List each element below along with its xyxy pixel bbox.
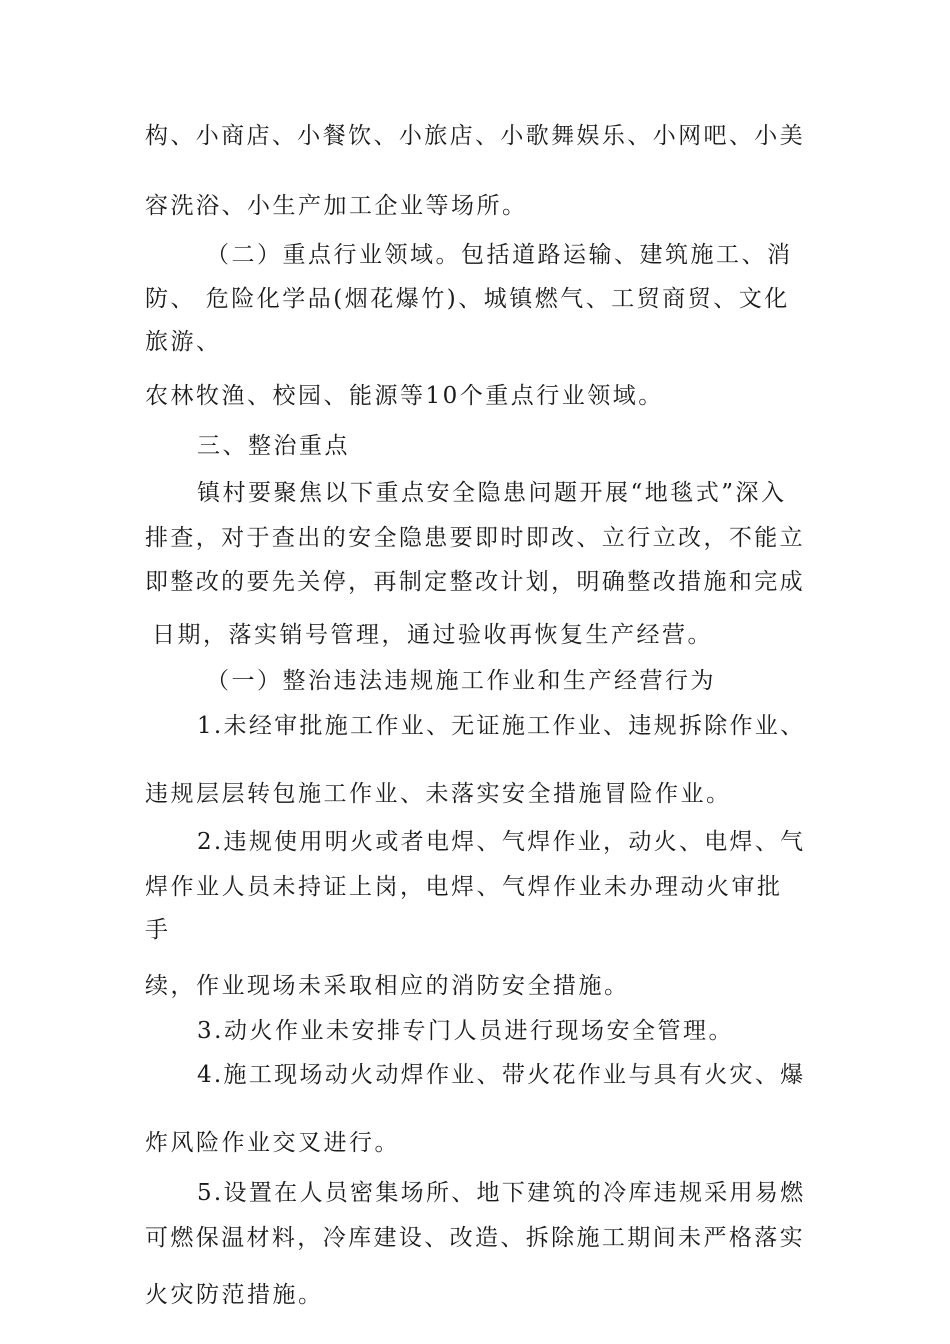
list-item-line: 火灾防范措施。 [145, 1282, 324, 1308]
paragraph-line: 镇村要聚焦以下重点安全隐患问题开展“地毯式”深入 [197, 480, 787, 506]
list-item-line: 续，作业现场未采取相应的消防安全措施。 [145, 973, 630, 999]
list-item-line: 4.施工现场动火动焊作业、带火花作业与具有火灾、爆 [197, 1062, 806, 1088]
section-heading-line: （二）重点行业领域。包括道路运输、建筑施工、消 [206, 242, 793, 268]
list-item-line: 1.未经审批施工作业、无证施工作业、违规拆除作业、 [197, 713, 806, 739]
list-item-line: 炸风险作业交叉进行。 [145, 1130, 400, 1156]
paragraph-line: 日期，落实销号管理，通过验收再恢复生产经营。 [152, 622, 713, 648]
list-item-line: 5.设置在人员密集场所、地下建筑的冷库违规采用易燃 [197, 1180, 806, 1206]
list-item-line: 焊作业人员未持证上岗，电焊、气焊作业未办理动火审批 [145, 874, 783, 900]
paragraph-line: 旅游、 [145, 329, 222, 355]
list-item-line: 手 [145, 917, 171, 943]
list-item-line: 2.违规使用明火或者电焊、气焊作业，动火、电焊、气 [197, 829, 806, 855]
list-item-line: 违规层层转包施工作业、未落实安全措施冒险作业。 [145, 781, 732, 807]
paragraph-line: 农林牧渔、校园、能源等10个重点行业领域。 [145, 383, 664, 409]
list-item-line: 可燃保温材料，冷库建设、改造、拆除施工期间未严格落实 [145, 1225, 805, 1251]
paragraph-line: 防、 危险化学品(烟花爆竹)、城镇燃气、工贸商贸、文化 [145, 286, 790, 312]
paragraph-line: 构、小商店、小餐饮、小旅店、小歌舞娱乐、小网吧、小美 [145, 123, 805, 149]
subsection-heading: （一）整治违法违规施工作业和生产经营行为 [206, 668, 716, 694]
paragraph-line: 容洗浴、小生产加工企业等场所。 [145, 193, 528, 219]
list-item-line: 3.动火作业未安排专门人员进行现场安全管理。 [197, 1018, 734, 1044]
section-heading: 三、整治重点 [197, 433, 350, 459]
paragraph-line: 排查，对于查出的安全隐患要即时即改、立行立改，不能立 [145, 525, 805, 551]
paragraph-line: 即整改的要先关停，再制定整改计划，明确整改措施和完成 [145, 569, 805, 595]
